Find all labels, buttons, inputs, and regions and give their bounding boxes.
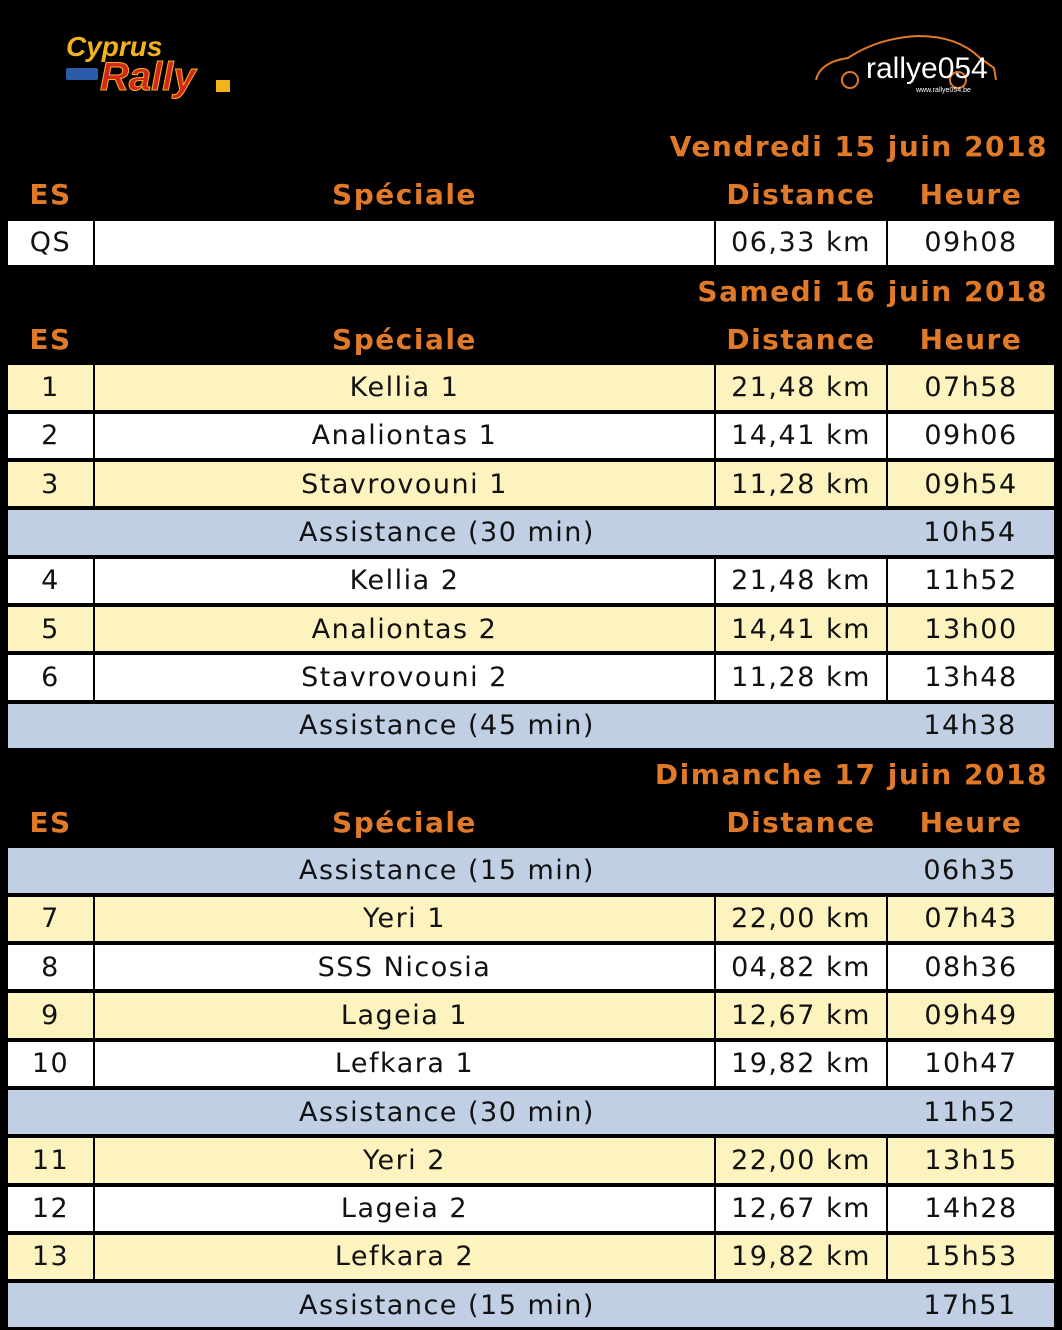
stage-distance: 04,82 km: [716, 945, 886, 989]
rallye054-logo-url: www.rallye054.be: [916, 87, 971, 94]
stage-distance: 19,82 km: [716, 1235, 886, 1279]
stage-distance: 22,00 km: [716, 1138, 886, 1182]
stage-row: [0, 219, 1062, 267]
assistance-row: [0, 846, 1062, 894]
header-distance: Distance: [726, 805, 876, 839]
stage-number: 6: [8, 655, 93, 699]
stage-name: Analiontas 1: [95, 414, 714, 458]
assistance-row: [0, 1088, 1062, 1136]
assistance-row: [0, 508, 1062, 556]
assistance-time: 10h54: [886, 510, 1054, 554]
stage-name: Stavrovouni 2: [95, 655, 714, 699]
header-es: ES: [29, 322, 72, 356]
stage-distance: 12,67 km: [716, 993, 886, 1037]
stage-name: Stavrovouni 1: [95, 462, 714, 506]
header-heure: Heure: [919, 177, 1023, 211]
header-speciale: Spéciale: [332, 322, 477, 356]
header-heure: Heure: [919, 805, 1023, 839]
assistance-label: Assistance (15 min): [8, 848, 886, 892]
stage-number: 3: [8, 462, 93, 506]
stage-time: 07h58: [888, 365, 1054, 409]
header-heure: Heure: [919, 322, 1023, 356]
stage-row: [0, 991, 1062, 1039]
rally-logo-line2: Rally: [100, 55, 196, 99]
assistance-label: Assistance (30 min): [8, 510, 886, 554]
assistance-time: 17h51: [886, 1283, 1054, 1327]
stage-time: 09h08: [888, 221, 1054, 265]
stage-time: 13h48: [888, 655, 1054, 699]
stage-time: 14h28: [888, 1187, 1054, 1231]
stage-row: [0, 943, 1062, 991]
stage-row: [0, 1185, 1062, 1233]
header-distance: Distance: [726, 177, 876, 211]
column-header-row: [0, 170, 1062, 218]
stage-distance: 06,33 km: [716, 221, 886, 265]
stage-row: [0, 412, 1062, 460]
stage-name: Lefkara 2: [95, 1235, 714, 1279]
stage-time: 15h53: [888, 1235, 1054, 1279]
header-es: ES: [29, 805, 72, 839]
day-date: Vendredi 15 juin 2018: [669, 129, 1048, 163]
stage-name: Yeri 1: [95, 897, 714, 941]
rallye054-logo-text: rallye054: [866, 52, 988, 85]
schedule-table: [0, 122, 1062, 1329]
rallye054-logo: [808, 28, 1008, 103]
stage-name: [95, 221, 714, 265]
stage-row: [0, 460, 1062, 508]
stage-time: 13h00: [888, 607, 1054, 651]
stage-distance: 11,28 km: [716, 462, 886, 506]
stage-number: 13: [8, 1235, 93, 1279]
cyprus-rally-logo: [60, 28, 240, 103]
assistance-row: [0, 1281, 1062, 1329]
stage-name: Yeri 2: [95, 1138, 714, 1182]
stage-row: [0, 895, 1062, 943]
stage-time: 09h06: [888, 414, 1054, 458]
stage-distance: 21,48 km: [716, 559, 886, 603]
assistance-row: [0, 702, 1062, 750]
day-date-row: [0, 122, 1062, 170]
header-speciale: Spéciale: [332, 177, 477, 211]
stage-row: [0, 653, 1062, 701]
stage-number: 5: [8, 607, 93, 651]
stage-distance: 22,00 km: [716, 897, 886, 941]
stage-name: SSS Nicosia: [95, 945, 714, 989]
stage-distance: 21,48 km: [716, 365, 886, 409]
assistance-label: Assistance (45 min): [8, 704, 886, 748]
stage-number: 2: [8, 414, 93, 458]
stage-row: [0, 557, 1062, 605]
day-date-row: [0, 267, 1062, 315]
header-speciale: Spéciale: [332, 805, 477, 839]
stage-row: [0, 1233, 1062, 1281]
stage-time: 08h36: [888, 945, 1054, 989]
day-date: Samedi 16 juin 2018: [697, 274, 1048, 308]
stage-row: [0, 605, 1062, 653]
stage-number: 12: [8, 1187, 93, 1231]
stage-distance: 14,41 km: [716, 414, 886, 458]
assistance-time: 14h38: [886, 704, 1054, 748]
stage-number: QS: [8, 221, 93, 265]
stage-distance: 19,82 km: [716, 1042, 886, 1086]
header-distance: Distance: [726, 322, 876, 356]
stage-number: 10: [8, 1042, 93, 1086]
stage-number: 9: [8, 993, 93, 1037]
assistance-label: Assistance (30 min): [8, 1090, 886, 1134]
assistance-label: Assistance (15 min): [8, 1283, 886, 1327]
logo-bar: [0, 0, 1062, 120]
stage-time: 09h54: [888, 462, 1054, 506]
assistance-time: 11h52: [886, 1090, 1054, 1134]
stage-time: 09h49: [888, 993, 1054, 1037]
stage-number: 7: [8, 897, 93, 941]
stage-time: 13h15: [888, 1138, 1054, 1182]
column-header-row: [0, 315, 1062, 363]
stage-name: Analiontas 2: [95, 607, 714, 651]
stage-row: [0, 363, 1062, 411]
stage-time: 07h43: [888, 897, 1054, 941]
stage-number: 4: [8, 559, 93, 603]
day-date-row: [0, 750, 1062, 798]
stage-name: Lefkara 1: [95, 1042, 714, 1086]
stage-name: Kellia 2: [95, 559, 714, 603]
stage-distance: 14,41 km: [716, 607, 886, 651]
stage-time: 11h52: [888, 559, 1054, 603]
column-header-row: [0, 798, 1062, 846]
stage-row: [0, 1040, 1062, 1088]
stage-number: 1: [8, 365, 93, 409]
cyprus-logo-line1: Cyprus: [66, 31, 163, 62]
day-date: Dimanche 17 juin 2018: [654, 757, 1048, 791]
stage-number: 8: [8, 945, 93, 989]
stage-row: [0, 1136, 1062, 1184]
header-es: ES: [29, 177, 72, 211]
stage-distance: 11,28 km: [716, 655, 886, 699]
stage-number: 11: [8, 1138, 93, 1182]
stage-time: 10h47: [888, 1042, 1054, 1086]
stage-name: Kellia 1: [95, 365, 714, 409]
assistance-time: 06h35: [886, 848, 1054, 892]
stage-name: Lageia 2: [95, 1187, 714, 1231]
stage-distance: 12,67 km: [716, 1187, 886, 1231]
stage-name: Lageia 1: [95, 993, 714, 1037]
